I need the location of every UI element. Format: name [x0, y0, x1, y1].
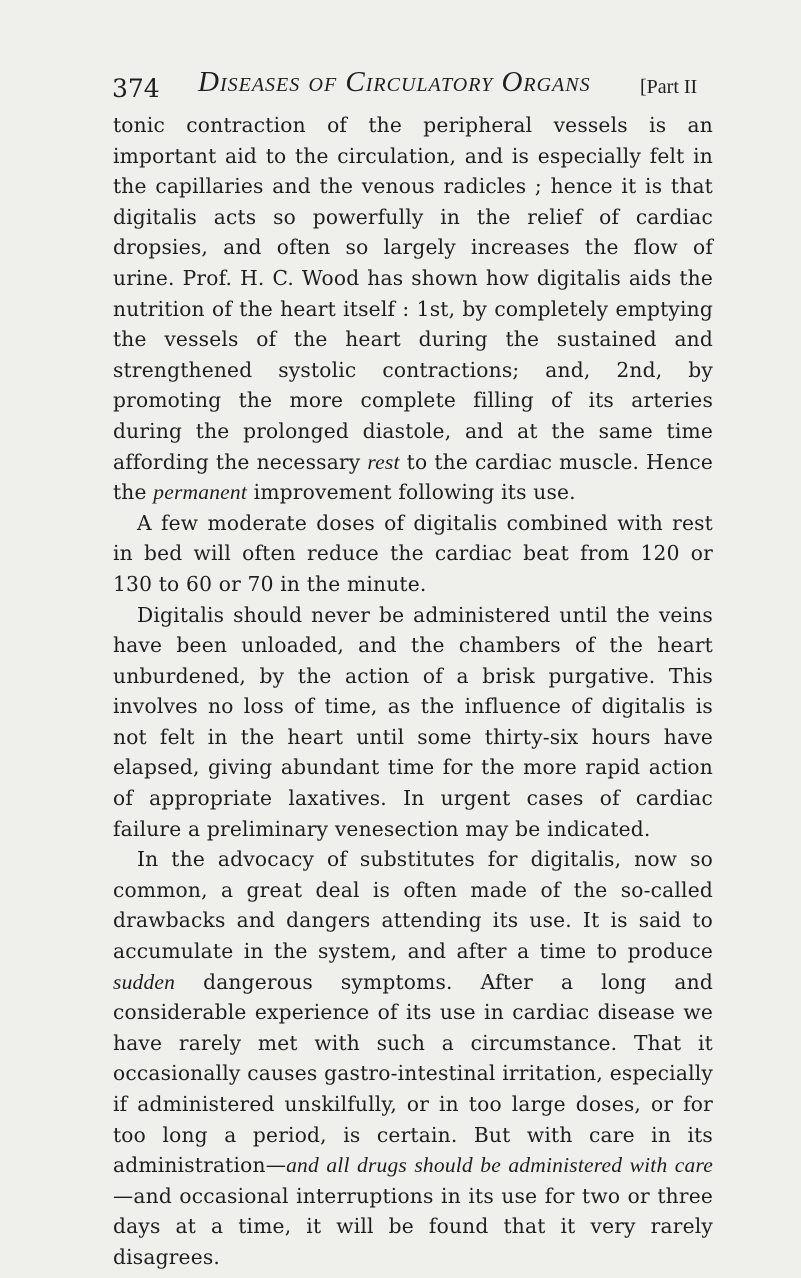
paragraph: [113, 508, 713, 600]
paragraph: [113, 600, 713, 845]
text-segment: Digitalis should never be administered until the veins have been unloaded, and the chambers of the heart unburdened, by the action of a brisk purgative. This involves no loss of time, as the influence of digitalis is not felt in the heart until some thirty-six hours have elapsed, giving abundant time for the more rapid action of appropriate laxatives. In urgent cases of cardiac failure a preliminary venesection may be indicated.: [113, 602, 713, 841]
part-label: [Part II: [640, 76, 698, 98]
body-text: [113, 110, 713, 1273]
text-segment: In the advocacy of substitutes for digitalis, now so common, a great deal is often made of the so-called drawbacks and dangers attending its use. It is said to accumulate in the system, and after a time to produce: [113, 847, 713, 964]
text-segment: improvement following its use.: [247, 480, 576, 505]
running-title: Diseases of Circulatory Organs: [198, 66, 591, 98]
text-segment: A few moderate doses of digitalis combined with rest in bed will often reduce the cardiac beat from 120 or 130 to 60 or 70 in the minute.: [113, 510, 713, 596]
page-number: 374: [112, 74, 160, 103]
paragraph: [113, 110, 713, 508]
paragraph: [113, 844, 713, 1272]
text-segment: —and occasional interruptions in its use for two or three days at a time, it will be found that it very rarely disagrees.: [113, 1183, 713, 1269]
text-segment: tonic contraction of the peripheral vessels is an important aid to the circulation, and is especially felt in the capillaries and the venous radicles ; hence it is that digitalis acts so powerfully in the relief of cardiac dropsies, and often so largely increases the flow of urine. Prof. H. C. Wood has shown how digitalis aids the nutrition of the heart itself : 1st, by completely emptying the vessels of the heart during the sustained and strengthened systolic contractions; and, 2nd, by promoting the more complete filling of its arteries during the prolonged diastole, and at the same time affording the necessary: [113, 113, 713, 474]
text-segment: to the cardiac muscle. Hence the: [113, 449, 713, 505]
italic-text: rest: [367, 449, 400, 474]
italic-text: sudden: [113, 969, 176, 994]
text-segment: dangerous symptoms. After a long and considerable experience of its use in cardiac disease we have rarely met with such a circumstance. That it occasionally causes gastro-intestinal irritation, especially if administered unskilfully, or in too large doses, or for too long a period, is certain. But with care in its administration—: [113, 969, 713, 1178]
italic-text: permanent: [153, 480, 248, 505]
page-header: [112, 62, 712, 102]
italic-text: and all drugs should be administered with care: [286, 1153, 713, 1178]
